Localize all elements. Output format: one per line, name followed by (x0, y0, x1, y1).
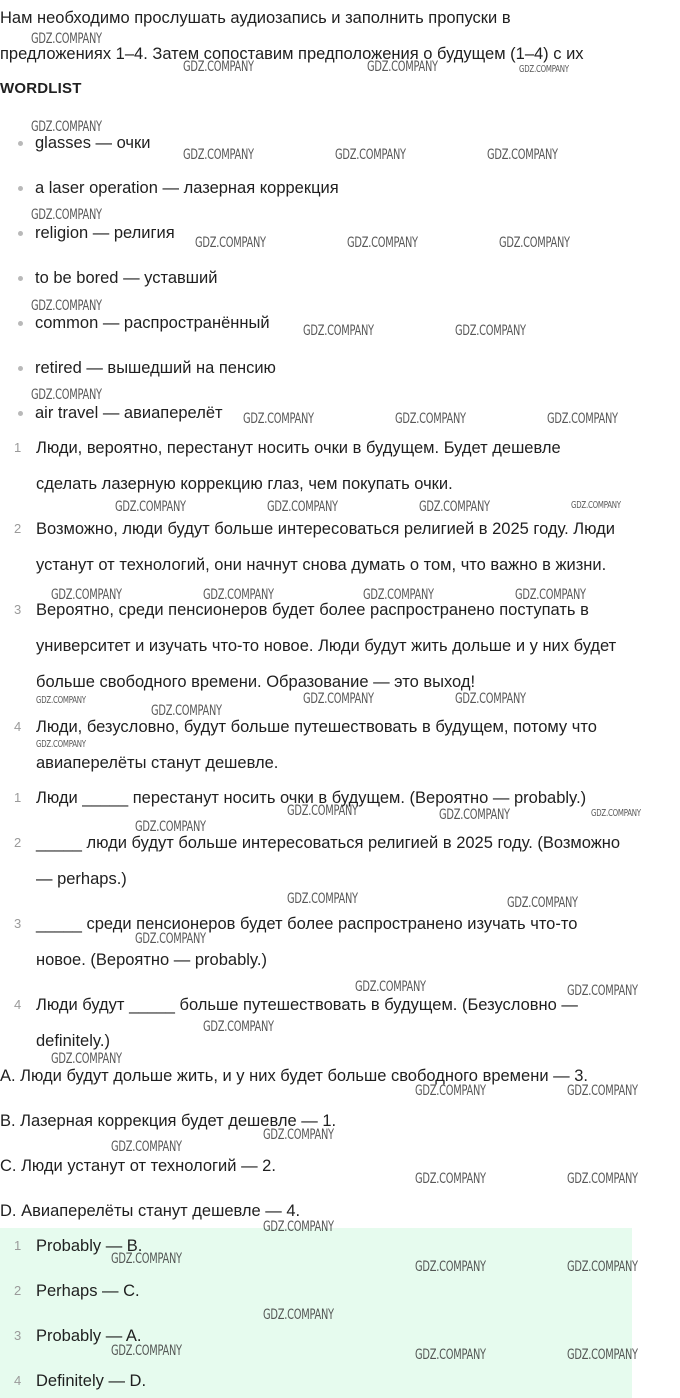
watermark: GDZ.COMPANY (183, 147, 254, 163)
item-text: _____ люди будут больше интересоваться религией в 2025 году. (Возможно (36, 834, 621, 852)
watermark: GDZ.COMPANY (287, 803, 358, 819)
bullet-icon (18, 321, 23, 326)
item-text: Вероятно, среди пенсионеров будет более распространено поступать в (36, 601, 589, 619)
item-number: 1 (14, 790, 22, 805)
match-line: B. Лазерная коррекция будет дешевле — 1. (0, 1112, 337, 1130)
watermark: GDZ.COMPANY (111, 1343, 182, 1359)
watermark: GDZ.COMPANY (263, 1219, 334, 1235)
intro-line-1: Нам необходимо прослушать аудиозапись и заполнить пропуски в (0, 9, 511, 27)
watermark: GDZ.COMPANY (419, 499, 490, 515)
watermark: GDZ.COMPANY (415, 1171, 486, 1187)
item-number: 1 (14, 1238, 22, 1253)
item-number: 2 (14, 835, 22, 850)
watermark: GDZ.COMPANY (519, 64, 569, 75)
item-number: 4 (14, 997, 22, 1012)
bullet-icon (18, 186, 23, 191)
watermark: GDZ.COMPANY (439, 807, 510, 823)
watermark: GDZ.COMPANY (111, 1251, 182, 1267)
watermark: GDZ.COMPANY (363, 587, 434, 603)
watermark: GDZ.COMPANY (455, 323, 526, 339)
watermark: GDZ.COMPANY (183, 59, 254, 75)
match-line: A. Люди будут дольше жить, и у них будет больше свободного времени — 3. (0, 1067, 588, 1085)
watermark: GDZ.COMPANY (355, 979, 426, 995)
item-text: Люди _____ перестанут носить очки в будущем. (Вероятно — probably.) (36, 789, 587, 807)
watermark: GDZ.COMPANY (567, 1259, 638, 1275)
watermark: GDZ.COMPANY (203, 1019, 274, 1035)
item-number: 3 (14, 1328, 22, 1343)
watermark: GDZ.COMPANY (51, 587, 122, 603)
watermark: GDZ.COMPANY (151, 703, 222, 719)
watermark: GDZ.COMPANY (263, 1307, 334, 1323)
bullet-icon (18, 231, 23, 236)
item-text: сделать лазерную коррекцию глаз, чем покупать очки. (36, 475, 453, 493)
item-text: университет и изучать что-то новое. Люди будут жить дольше и у них будет (36, 637, 617, 655)
watermark: GDZ.COMPANY (31, 387, 102, 403)
item-number: 4 (14, 1373, 22, 1388)
watermark: GDZ.COMPANY (515, 587, 586, 603)
watermark: GDZ.COMPANY (303, 691, 374, 707)
item-number: 2 (14, 521, 22, 536)
watermark: GDZ.COMPANY (567, 983, 638, 999)
watermark: GDZ.COMPANY (347, 235, 418, 251)
item-text: больше свободного времени. Образование — это выход! (36, 673, 476, 691)
intro-line-2: предложениях 1–4. Затем сопоставим предположения о будущем (1–4) с их (0, 45, 584, 63)
watermark: GDZ.COMPANY (243, 411, 314, 427)
item-number: 4 (14, 719, 22, 734)
watermark: GDZ.COMPANY (135, 819, 206, 835)
watermark: GDZ.COMPANY (195, 235, 266, 251)
bullet-icon (18, 366, 23, 371)
item-number: 3 (14, 916, 22, 931)
item-text: definitely.) (36, 1032, 110, 1050)
watermark: GDZ.COMPANY (36, 739, 86, 750)
watermark: GDZ.COMPANY (263, 1127, 334, 1143)
match-line: D. Авиаперелёты станут дешевле — 4. (0, 1202, 301, 1220)
watermark: GDZ.COMPANY (395, 411, 466, 427)
match-line: C. Люди устанут от технологий — 2. (0, 1157, 276, 1175)
bullet-icon (18, 276, 23, 281)
watermark: GDZ.COMPANY (567, 1347, 638, 1363)
watermark: GDZ.COMPANY (487, 147, 558, 163)
watermark: GDZ.COMPANY (415, 1259, 486, 1275)
item-text: Люди, вероятно, перестанут носить очки в будущем. Будет дешевле (36, 439, 561, 457)
watermark: GDZ.COMPANY (31, 207, 102, 223)
watermark: GDZ.COMPANY (567, 1083, 638, 1099)
bullet-icon (18, 411, 23, 416)
watermark: GDZ.COMPANY (51, 1051, 122, 1067)
watermark: GDZ.COMPANY (303, 323, 374, 339)
item-number: 3 (14, 602, 22, 617)
item-text: Perhaps — C. (36, 1282, 140, 1300)
item-text: Definitely — D. (36, 1372, 147, 1390)
watermark: GDZ.COMPANY (31, 298, 102, 314)
item-text: Люди, безусловно, будут больше путешествовать в будущем, потому что (36, 718, 597, 736)
item-text: Probably — A. (36, 1327, 142, 1345)
item-text: Люди будут _____ больше путешествовать в будущем. (Безусловно — (36, 996, 578, 1014)
item-text: новое. (Вероятно — probably.) (36, 951, 268, 969)
item-text: авиаперелёты станут дешевле. (36, 754, 279, 772)
watermark: GDZ.COMPANY (203, 587, 274, 603)
watermark: GDZ.COMPANY (31, 119, 102, 135)
bullet-icon (18, 141, 23, 146)
watermark: GDZ.COMPANY (335, 147, 406, 163)
item-text: — perhaps.) (36, 870, 127, 888)
item-text: Возможно, люди будут больше интересоваться религией в 2025 году. Люди (36, 520, 615, 538)
watermark: GDZ.COMPANY (111, 1139, 182, 1155)
watermark: GDZ.COMPANY (115, 499, 186, 515)
watermark: GDZ.COMPANY (499, 235, 570, 251)
watermark: GDZ.COMPANY (367, 59, 438, 75)
watermark: GDZ.COMPANY (415, 1347, 486, 1363)
item-text: Probably — B. (36, 1237, 143, 1255)
watermark: GDZ.COMPANY (287, 891, 358, 907)
watermark: GDZ.COMPANY (135, 931, 206, 947)
watermark: GDZ.COMPANY (36, 695, 86, 706)
watermark: GDZ.COMPANY (455, 691, 526, 707)
watermark: GDZ.COMPANY (415, 1083, 486, 1099)
watermark: GDZ.COMPANY (567, 1171, 638, 1187)
item-number: 1 (14, 440, 22, 455)
item-text: _____ среди пенсионеров будет более распространено изучать что-то (36, 915, 578, 933)
watermark: GDZ.COMPANY (571, 500, 621, 511)
watermark: GDZ.COMPANY (591, 808, 641, 819)
watermark: GDZ.COMPANY (267, 499, 338, 515)
watermark: GDZ.COMPANY (507, 895, 578, 911)
item-text: устанут от технологий, они начнут снова думать о том, что важно в жизни. (36, 556, 607, 574)
watermark: GDZ.COMPANY (31, 31, 102, 47)
wordlist-title: WORDLIST (0, 80, 82, 97)
item-number: 2 (14, 1283, 22, 1298)
watermark: GDZ.COMPANY (547, 411, 618, 427)
